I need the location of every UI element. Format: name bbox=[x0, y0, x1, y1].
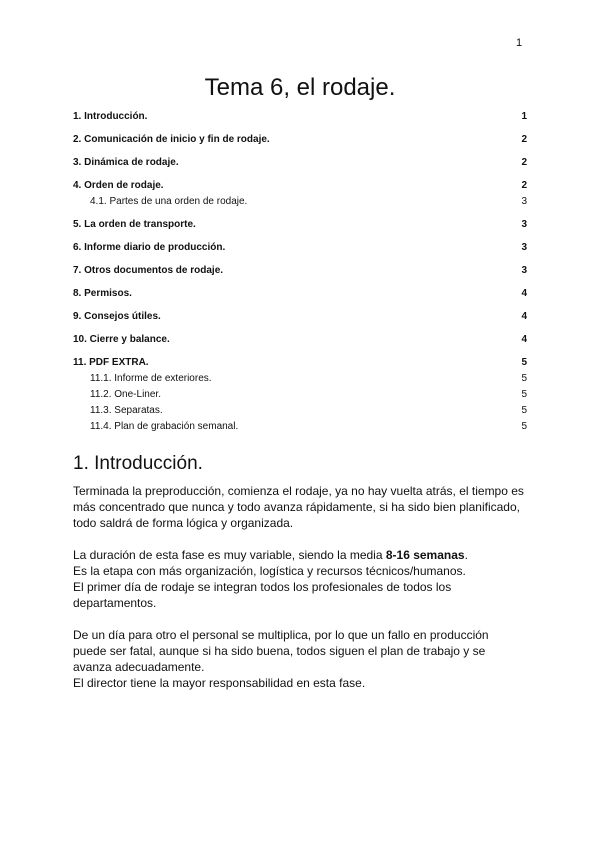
page-title: Tema 6, el rodaje. bbox=[204, 74, 396, 101]
bold-duration: 8-16 semanas bbox=[385, 548, 465, 562]
toc-entry-page: 5 bbox=[521, 373, 527, 384]
toc-entry-label: 4.1. Partes de una orden de rodaje. bbox=[90, 196, 248, 207]
toc-entry-label: 11.2. One-Liner. bbox=[90, 389, 161, 400]
toc-entry-page: 3 bbox=[521, 219, 527, 230]
toc-entry-page: 3 bbox=[521, 265, 527, 276]
paragraph-line: El director tiene la mayor responsabilidad en esta fase. bbox=[73, 676, 366, 690]
toc-entry-label: 5. La orden de transporte. bbox=[73, 219, 196, 230]
paragraph bbox=[73, 483, 533, 531]
toc-subentry[interactable] bbox=[73, 421, 527, 433]
paragraph bbox=[73, 627, 533, 691]
toc-entry[interactable] bbox=[73, 157, 527, 169]
toc-entry-page: 4 bbox=[521, 311, 527, 322]
toc-entry-page: 4 bbox=[521, 334, 527, 345]
paragraph bbox=[73, 547, 533, 611]
paragraph-line: puede ser fatal, aunque si ha sido buena, todos siguen el plan de trabajo y se bbox=[73, 644, 486, 658]
toc-entry[interactable] bbox=[73, 311, 527, 323]
toc-entry-label: 2. Comunicación de inicio y fin de rodaje. bbox=[73, 134, 270, 145]
section-heading: 1. Introducción. bbox=[73, 453, 203, 474]
paragraph-line: Es la etapa con más organización, logística y recursos técnicos/humanos. bbox=[73, 564, 466, 578]
toc-entry-page: 3 bbox=[521, 242, 527, 253]
toc-entry-label: 11. PDF EXTRA. bbox=[73, 357, 149, 368]
toc-entry-label: 11.1. Informe de exteriores. bbox=[90, 373, 212, 384]
toc-entry-page: 5 bbox=[521, 357, 527, 368]
toc-entry[interactable] bbox=[73, 242, 527, 254]
toc-entry-label: 6. Informe diario de producción. bbox=[73, 242, 226, 253]
toc-entry-page: 2 bbox=[521, 157, 527, 168]
toc-entry-label: 4. Orden de rodaje. bbox=[73, 180, 164, 191]
paragraph-line: más concentrado que nunca y todo avanza rápidamente, si ha sido bien planificado, bbox=[73, 500, 520, 514]
toc-entry[interactable] bbox=[73, 219, 527, 231]
toc-subentry[interactable] bbox=[73, 389, 527, 401]
toc-entry[interactable] bbox=[73, 111, 527, 123]
paragraph-line: Terminada la preproducción, comienza el rodaje, ya no hay vuelta atrás, el tiempo es bbox=[73, 484, 524, 498]
toc-entry-label: 11.4. Plan de grabación semanal. bbox=[90, 421, 239, 432]
toc-entry-page: 1 bbox=[521, 111, 527, 122]
paragraph-line: avanza adecuadamente. bbox=[73, 660, 205, 674]
toc-entry-page: 5 bbox=[521, 389, 527, 400]
toc-entry-page: 3 bbox=[521, 196, 527, 207]
page-number: 1 bbox=[516, 37, 523, 49]
toc-subentry[interactable] bbox=[73, 405, 527, 417]
toc-subentry[interactable] bbox=[73, 373, 527, 385]
toc-entry[interactable] bbox=[73, 180, 527, 192]
toc-entry[interactable] bbox=[73, 134, 527, 146]
toc-entry[interactable] bbox=[73, 334, 527, 346]
text-run: . bbox=[464, 548, 468, 562]
toc-entry[interactable] bbox=[73, 357, 527, 369]
text-run: La duración de esta fase es muy variable, siendo la media bbox=[73, 548, 386, 562]
paragraph-line bbox=[73, 547, 533, 563]
toc-entry[interactable] bbox=[73, 288, 527, 300]
paragraph-line: El primer día de rodaje se integran todos los profesionales de todos los bbox=[73, 580, 452, 594]
toc-entry-label: 1. Introducción. bbox=[73, 111, 148, 122]
toc-entry-label: 9. Consejos útiles. bbox=[73, 311, 161, 322]
toc-subentry[interactable] bbox=[73, 196, 527, 208]
paragraph-line: todo saldrá de forma lógica y organizada. bbox=[73, 516, 294, 530]
toc-entry[interactable] bbox=[73, 265, 527, 277]
toc-entry-page: 5 bbox=[521, 405, 527, 416]
toc-entry-label: 10. Cierre y balance. bbox=[73, 334, 170, 345]
paragraph-line: De un día para otro el personal se multiplica, por lo que un fallo en producción bbox=[73, 628, 489, 642]
toc-entry-page: 2 bbox=[521, 134, 527, 145]
section-body bbox=[73, 483, 533, 707]
toc-entry-label: 11.3. Separatas. bbox=[90, 405, 163, 416]
toc-entry-label: 3. Dinámica de rodaje. bbox=[73, 157, 179, 168]
toc-entry-label: 8. Permisos. bbox=[73, 288, 132, 299]
table-of-contents bbox=[73, 111, 527, 433]
toc-entry-label: 7. Otros documentos de rodaje. bbox=[73, 265, 224, 276]
toc-entry-page: 4 bbox=[521, 288, 527, 299]
toc-entry-page: 2 bbox=[521, 180, 527, 191]
paragraph-line: departamentos. bbox=[73, 596, 157, 610]
toc-entry-page: 5 bbox=[521, 421, 527, 432]
